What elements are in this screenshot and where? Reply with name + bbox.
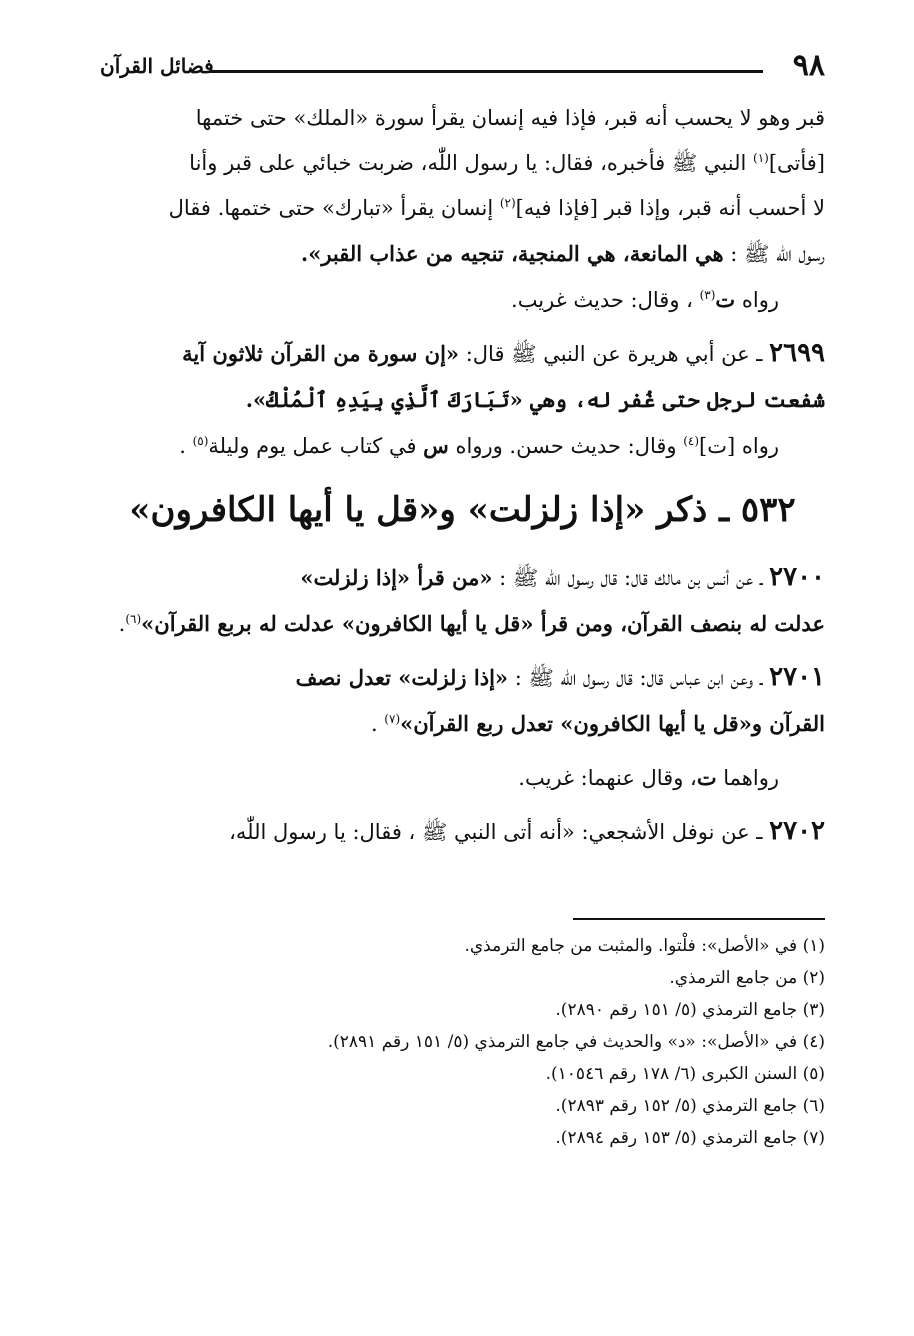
narration-note (100, 755, 825, 801)
footnote-rule (573, 918, 825, 920)
footnote-item: (٤) في «الأصل»: «د» والحديث في جامع الترمذي (٥/ ١٥١ رقم ٢٨٩١). (327, 1032, 825, 1052)
narration-text: ، وقال عنهما: غريب. (518, 766, 697, 790)
hadith-isnad: ـ عن نوفل الأشجعي: (574, 820, 770, 844)
hadith-number: ٢٧٠١ (769, 662, 825, 692)
footnote-item: (٢) من جامع الترمذي. (669, 968, 825, 988)
text-line: قبر وهو لا يحسب أنه قبر، فإذا فيه إنسان يقرأ سورة «الملك» حتى ختمها (195, 106, 825, 130)
prophetic-saying: شفعت لرجل حتى غُفر له، وهي «تَبَارَكَ ٱلَّذِي بِيَدِهِ ٱلْمُلْكُ». (245, 387, 825, 412)
text-line: إنسان يقرأ «تبارك» حتى ختمها. فقال (168, 196, 500, 220)
prophetic-saying: القرآن و«قل يا أيها الكافرون» تعدل ربع القرآن» (400, 711, 825, 736)
prophetic-saying: «إن سورة من القرآن ثلاثون آية (182, 341, 460, 366)
hadith-2701 (100, 655, 825, 747)
hadith-number: ٢٧٠٠ (769, 562, 825, 592)
punctuation: . (118, 612, 126, 636)
hadith-number: ٢٦٩٩ (769, 338, 825, 368)
footnote-item: (٦) جامع الترمذي (٥/ ١٥٢ رقم ٢٨٩٣). (555, 1096, 825, 1116)
hadith-2699 (100, 331, 825, 423)
narration-text: في كتاب عمل يوم وليلة (208, 434, 424, 458)
footnote-ref-2: (٢) (499, 196, 516, 210)
running-header (100, 46, 825, 86)
chapter-heading: ٥٣٢ ـ ذكر «إذا زلزلت» و«قل يا أيها الكافرون» (129, 490, 796, 530)
text-line: رسول اللّٰه ﷺ : (723, 242, 825, 266)
hadith-isnad: ـ وعن ابن عباس قال: قال رسول اللّٰه ﷺ : (508, 666, 770, 690)
footnote-ref-3: (٣) (699, 288, 716, 302)
hadith-2702 (100, 809, 825, 855)
prophetic-saying: «إذا زلزلت» تعدل نصف (295, 665, 509, 690)
narration-text: وقال: حديث حسن. ورواه (448, 434, 684, 458)
narration-note (100, 277, 825, 323)
hadith-isnad: ـ عن أبي هريرة عن النبي ﷺ قال: (459, 342, 770, 366)
punctuation: . (370, 712, 385, 736)
footnote-ref-5: (٥) (192, 434, 209, 448)
source-abbrev: س (423, 433, 449, 458)
text-line: [فأتى] (768, 151, 825, 175)
page-number: ٩٨ (792, 48, 825, 83)
narration-note (100, 423, 825, 469)
prophetic-saying: «من قرأ «إذا زلزلت» (300, 565, 493, 590)
hadith-2700 (100, 555, 825, 647)
footnote-item: (١) في «الأصل»: فلْتوا. والمثبت من جامع الترمذي. (464, 936, 825, 956)
prophetic-saying: هي المانعة، هي المنجية، تنجيه من عذاب القبر». (300, 241, 724, 266)
narration-text: رواه [ت] (699, 434, 779, 458)
footnote-ref-4: (٤) (683, 434, 700, 448)
footnote-ref-7: (٧) (384, 712, 401, 726)
footnote-item: (٧) جامع الترمذي (٥/ ١٥٣ رقم ٢٨٩٤). (555, 1128, 825, 1148)
hadith-isnad: ـ عن أنس بن مالك قال: قال رسول اللّٰه ﷺ : (492, 566, 770, 590)
page-body (100, 96, 825, 855)
footnote-ref-6: (٦) (125, 612, 142, 626)
footnote-item: (٣) جامع الترمذي (٥/ ١٥١ رقم ٢٨٩٠). (555, 1000, 825, 1020)
narration-text: ، وقال: حديث غريب. (511, 288, 700, 312)
footnote-ref-1: (١) (753, 151, 769, 165)
hadith-number: ٢٧٠٢ (769, 816, 825, 846)
text-line: النبي ﷺ فأخبره، فقال: يا رسول اللّٰه، ضربت خبائي على قبر وأنا (189, 151, 753, 175)
narration-text: رواه (735, 288, 779, 312)
paragraph-continuation (100, 96, 825, 277)
narration-text: رواهما (716, 766, 779, 790)
narration-text: . (179, 434, 193, 458)
text-line: لا أحسب أنه قبر، وإذا قبر [فإذا فيه] (515, 196, 825, 220)
source-abbrev: ت (696, 765, 717, 790)
prophetic-saying: عدلت له بنصف القرآن، ومن قرأ «قل يا أيها الكافرون» عدلت له بربع القرآن» (141, 611, 825, 636)
source-abbrev: ت (715, 287, 736, 312)
running-title: فضائل القرآن (100, 54, 214, 78)
header-rule (210, 70, 763, 73)
hadith-text: «أنه أتى النبي ﷺ ، فقال: يا رسول اللّٰه، (229, 820, 575, 844)
footnotes (100, 930, 825, 1154)
footnote-item: (٥) السنن الكبرى (٦/ ١٧٨ رقم ١٠٥٤٦). (545, 1064, 825, 1084)
